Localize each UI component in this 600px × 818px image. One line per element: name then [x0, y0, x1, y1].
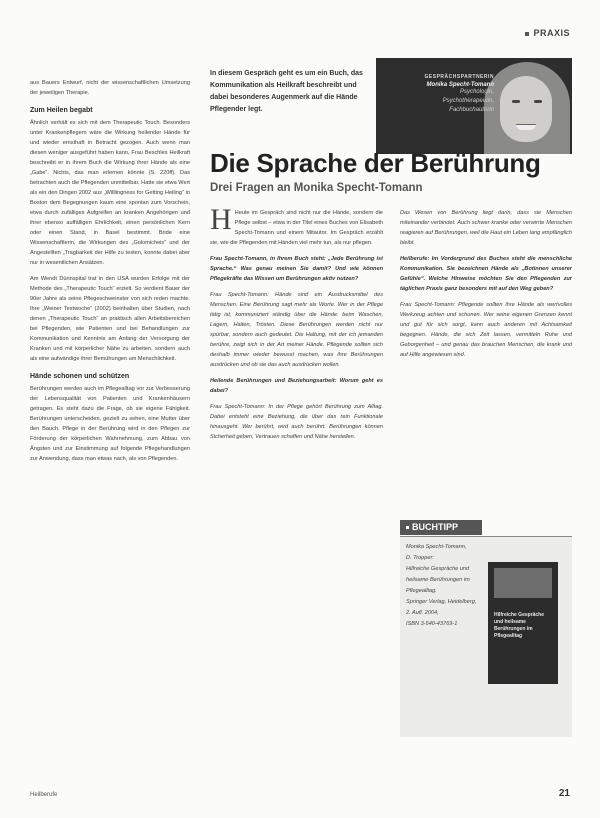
partner-name: Monika Specht-Tomann — [426, 82, 494, 88]
book-cover-photo — [494, 568, 552, 598]
book-isbn: ISBN 3-540-43769-1 — [406, 621, 458, 627]
book-title-line-2: heilsame Berührungen im — [406, 577, 470, 583]
question-3: Heilberufe: Im Vordergrund des Buches steht die menschliche Kommunikation. Sie bezeichnen Hände als „Botinnen unserer Gefühle“. Welche Hinweise möchten Sie den Pflegenden zur täglichen Praxis ganz besonders mit auf den Weg geben? — [400, 256, 572, 292]
left-subheading-2: Hände schonen und schützen — [30, 373, 130, 380]
left-paragraph-4: Berührungen werden auch im Pflegealltag vor zur Verbesserung der Lebensqualität von Patienten und Krankenhäusern getragen. Es steht dazu die Frage, ob sie eigene Fähigkeit. Berührungen unterscheiden, gezielt zu sehen, eine Mutter über den Bauch. Pflege in der Berührung wird in den Pflegen zur Förderung der körperlichen Wahrnehmung, zum Abbau von Ängsten und zur Einstimmung auf folgende Pflegehandlungen zur Anwendung, dass man etwas nach, als von Pflegenden. — [30, 386, 190, 462]
page-number: 21 — [558, 788, 570, 799]
partner-role-2: Psychotherapeutin, — [442, 98, 494, 104]
book-tip-heading: BUCHTIPP — [400, 520, 482, 535]
article-title: Die Sprache der Berührung — [210, 148, 541, 178]
book-cover-title: Hilfreiche Gespräche und heilsame Berührungen im Pflegealltag — [494, 612, 545, 639]
answer-1: Frau Specht-Tomann: Hände sind ein Ausdrucksmittel des Menschen. Eine Berührung sagt mehr als Worte. Wer in der Pflege tätig ist, kommuniziert ständig über die Hände: beim Waschen, Lagern, Halten, Trösten. Diese Berührungen werden nicht nur spürbar, sondern auch gedeutet. Die Haltung, mit der ich jemanden berühre, zeigt sich in der Art meiner Hände. Pflegende sollten sich deshalb immer wieder bewusst machen, was ihre Berührungen ausdrücken und ob sie das auch ausdrücken wollen. — [210, 292, 383, 368]
question-1: Frau Specht-Tomann, in Ihrem Buch steht: „Jede Berührung ist Sprache.“ Was genau meinen Sie damit? Und wie können Pflegekräfte das Wissen um Berührungen aktiv nutzen? — [210, 256, 383, 282]
book-edition: 2. Aufl. 2004, — [406, 610, 439, 616]
book-coauthor: D. Tropper: — [406, 555, 434, 561]
partner-role-1: Psychologin, — [459, 89, 494, 95]
portrait-eye-left — [512, 100, 520, 103]
question-2: Heilende Berührungen und Beziehungsarbeit: Worum geht es dabei? — [210, 378, 383, 394]
section-label: PRAXIS — [525, 28, 570, 38]
portrait-box — [376, 58, 572, 154]
answer-3: Frau Specht-Tomann: Pflegende sollten ihre Hände als wertvolles Werkzeug achten und schonen. Wer seine eigenen Grenzen kennt und gut für sich sorgt, kann auch anderen mit Achtsamkeit begegnen. Hände, die sich Zeit lassen, vermitteln Ruhe und Geborgenheit – und genau das brauchen Menschen, die krank und auf Hilfe angewiesen sind. — [400, 302, 572, 358]
left-paragraph-3: Am Wendt Dünnspital trat in den USA wurden Erfolge mit der Methode des „Therapeutic Touch“ erzielt. So verdient Bauer der 90er Jahre als seine Pflegeschweinster von sich reden machte. Ihre „Weiner Textwoche“ (2002) beinhalten über Studien, nach denen „Therapeutic Touch“ an praktisch allen Arbeitsbereichen bei Pflegenden, wie Patienten und bei Behandlungen zur Kommunikation und Kenntnis am Anfang der Versorgung der Kranken und mit körperlicher Nähe zu arbeiten, sondern auch als eine aufwändige ihrer Bemühungen um Menschlichkeit. — [30, 276, 190, 362]
book-details — [406, 542, 486, 630]
partner-label: GESPRÄCHSPARTNERIN — [424, 74, 494, 80]
portrait-caption — [382, 74, 494, 115]
book-title-line-1: Hilfreiche Gespräche und — [406, 566, 470, 572]
right-article-column — [400, 208, 572, 508]
book-publisher: Springer Verlag, Heidelberg, — [406, 599, 477, 605]
portrait-face — [500, 76, 552, 142]
right-paragraph-1: Das Wesen von Berührung liegt darin, dass sie Menschen miteinander verbindet. Auch schwer kranke oder verwirrte Menschen reagieren auf Berührungen, weil die Haut ein Leben lang empfänglich bleibt. — [400, 210, 572, 246]
middle-article-column — [210, 208, 383, 728]
portrait-eye-right — [534, 100, 542, 103]
answer-2: Frau Specht-Tomann: In der Pflege gehört Berührung zum Alltag. Dabei entsteht eine Beziehung, die über das rein Funktionale hinausgeht. Wer berührt, wird auch berührt. Berührungen können Sicherheit geben, Vertrauen schaffen und Nähe herstellen. — [210, 404, 383, 440]
mid-paragraph-1-text: Heute im Gespräch sind nicht nur die Hände, sondern die Pflege selbst – etwa in der Titel eines Buches von Elisabeth Specht-Tomann und einem Mitautor. Im Gespräch erzählt sie, wie die Pflegenden mit Händen viel mehr tun, als nur pflegen. — [210, 210, 383, 246]
left-subheading-1: Zum Heilen begabt — [30, 107, 93, 114]
mid-paragraph-1 — [210, 208, 383, 248]
left-article-column — [30, 78, 190, 768]
book-title-line-3: Pflegealltag. — [406, 588, 437, 594]
portrait-mouth — [516, 124, 536, 130]
article-subtitle: Drei Fragen an Monika Specht-Tomann — [210, 182, 423, 194]
intro-text: In diesem Gespräch geht es um ein Buch, das Kommunikation als Heilkraft beschreibt und dabei besonderes Augenmerk auf die Hände Pflegender legt. — [210, 70, 363, 113]
drop-cap: H — [210, 208, 232, 236]
footer-journal: Heilberufe — [30, 792, 58, 798]
left-paragraph-1: aus Bauers Entwurf, nicht der wissenschaftlichen Umsetzung der jeweiligen Therapie. — [30, 80, 190, 96]
book-author: Monika Specht-Tomann, — [406, 544, 467, 550]
left-paragraph-2: Ähnlich verhält es sich mit dem Therapeutic Touch. Besonders unter Krankenpflegern wäre die Wirkung heilender Hände für und wieder ernsthaft in Betracht gezogen. Auch wenn man diesen weniger ausgeführt haben kann, Frau Beschles Heilkraft beschreibt er in ihrem Buch die Wirkung ihrer Hände als eine „Gabe“. Nichts, das man erlernen könnte (S. 220ff). Das betrachten auch die Pflegenden unmittelbar. Hatte sie etwa Wert als ein den Dingen 2002 aus „Willlingness for Getting Heiling“ in Boston dem Begegnungen kaum eine spontan zum Vorschein, etwa durch zufälliges Aufgreifen an kranken Angehörigen und ihrer ebenso auffälligen Ehrlichkeit, einen persönlichen Kern oder einen Stand, in Basel bestimmt. Bride eine Wissenschaftlerin, die Wirkungen des „Golomicheis“ und der Angestellten „Tragbarkeit der Hilfe zu testen, konnte dabei aber nur in wesentlichen Ansätzen. — [30, 120, 190, 266]
book-cover-image — [488, 562, 558, 684]
partner-role-3: Fachbuchautorin — [449, 107, 494, 113]
